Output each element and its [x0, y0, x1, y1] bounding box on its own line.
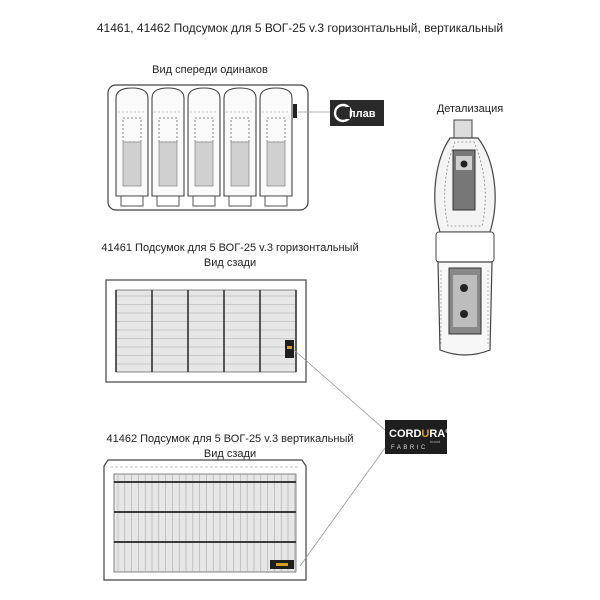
cordura-word-end: RA	[429, 428, 446, 440]
front-pocket	[152, 88, 184, 206]
front-pocket	[224, 88, 256, 206]
cordura-logo	[385, 420, 449, 454]
brand-logo	[330, 100, 384, 126]
vertical-back-caption: 41462 Подсумок для 5 ВОГ-25 v.3 вертикальный	[106, 433, 354, 445]
cordura-subtitle: FABRIC	[391, 445, 428, 451]
front-pocket	[116, 88, 148, 206]
front-tag	[293, 104, 297, 118]
detail-view-caption: Детализация	[436, 103, 504, 115]
front-view-drawing	[108, 85, 308, 210]
detail-view-drawing	[435, 120, 495, 355]
vertical-back-drawing	[104, 460, 306, 580]
cordura-brand-tag: brand	[430, 439, 441, 444]
horizontal-back-subcaption: Вид сзади	[203, 257, 257, 269]
horizontal-back-drawing	[106, 280, 306, 382]
front-view-caption: Вид спереди одинаков	[152, 64, 268, 76]
vertical-back-subcaption: Вид сзади	[203, 448, 257, 460]
front-pocket	[260, 88, 292, 206]
front-pocket	[188, 88, 220, 206]
horizontal-back-caption: 41461 Подсумок для 5 ВОГ-25 v.3 горизонтальный	[101, 242, 359, 254]
page-title: 41461, 41462 Подсумок для 5 ВОГ-25 v.3 горизонтальный, вертикальный	[96, 21, 504, 35]
brand-logo-text: плав	[349, 108, 376, 120]
cordura-reg: ®	[445, 429, 449, 435]
cordura-word-main: CORD	[389, 428, 422, 440]
cordura-word-accent: U	[421, 428, 430, 440]
